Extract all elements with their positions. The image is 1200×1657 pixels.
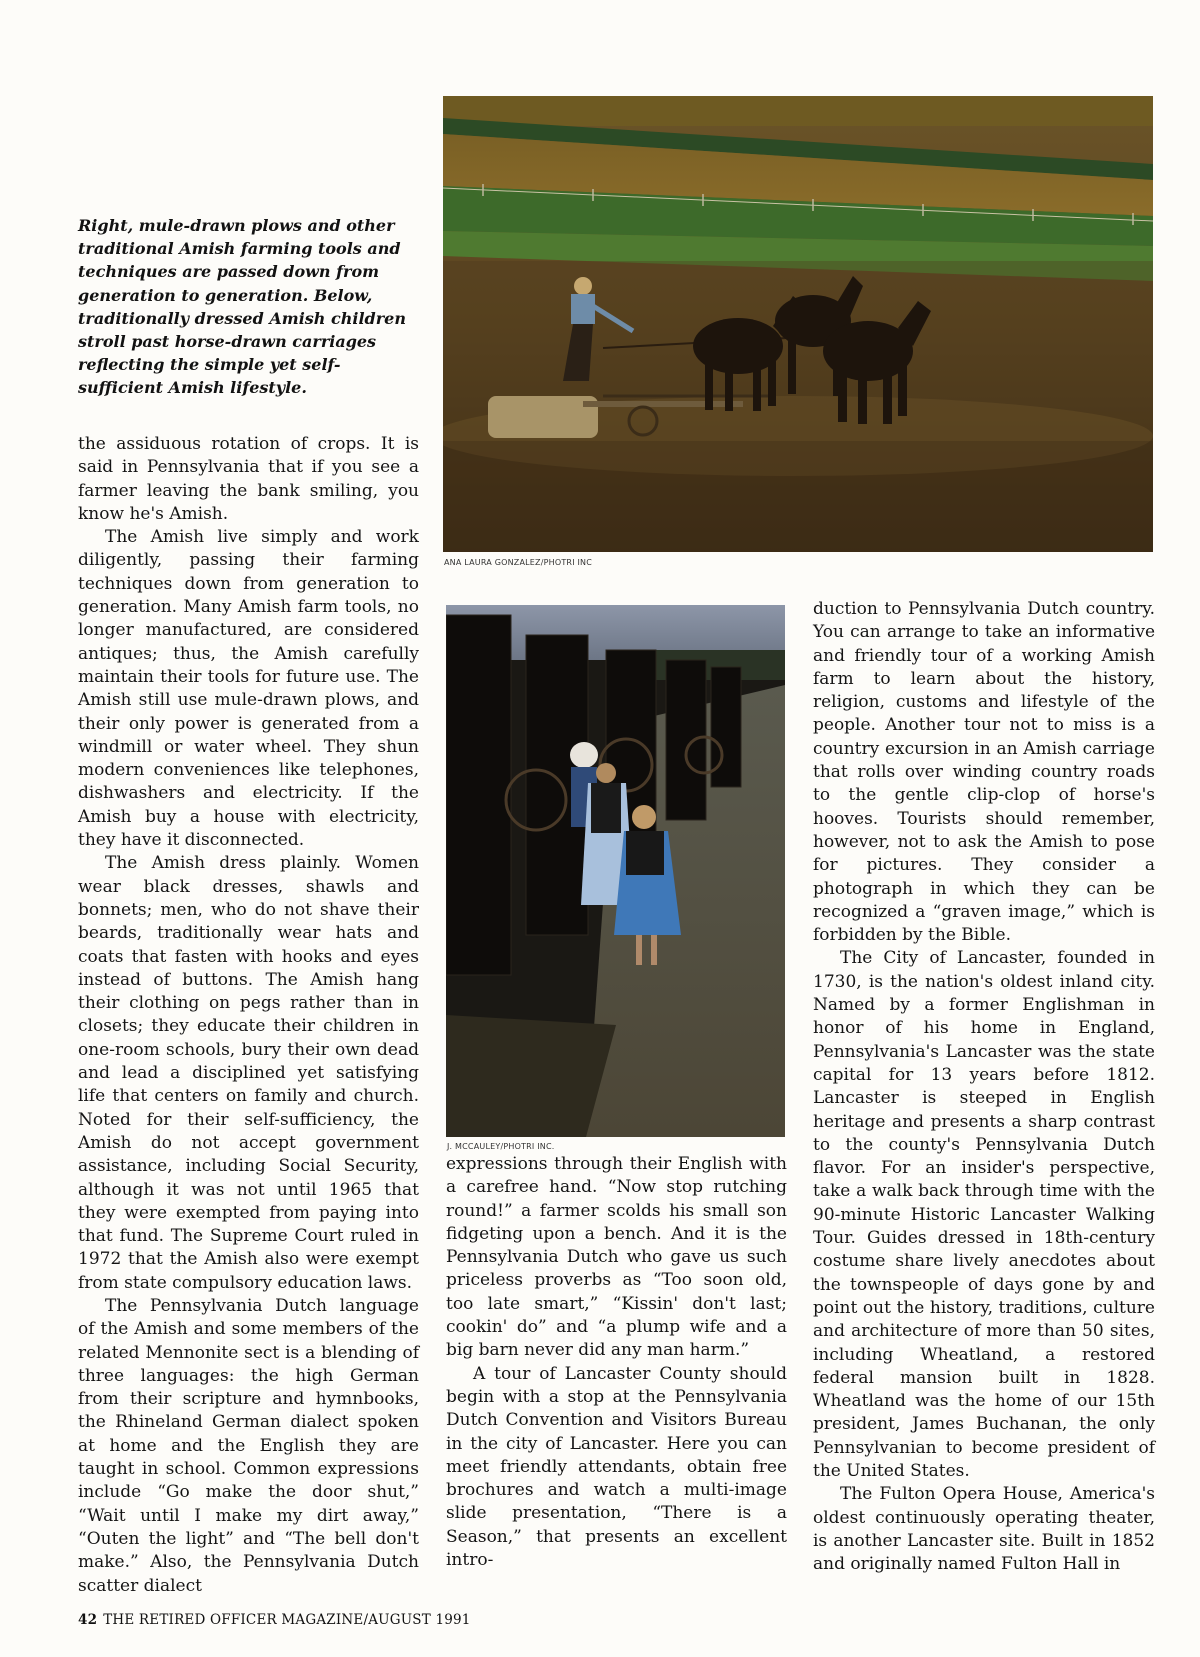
photo-credit-plow: ANA LAURA GONZALEZ/PHOTRI INC xyxy=(444,558,593,567)
children-photo-image xyxy=(446,605,785,1137)
plow-photo-image xyxy=(443,96,1153,552)
paragraph: duction to Pennsylvania Dutch country. You can arrange to take an informative and friendly tour of a working Amish farm to learn about the history, religion, customs and lifestyle of the people. Another tour not to miss is a country excursion in an Amish carriage that rolls over winding country roads to the gentle clip-clop of horse's hooves. Tourists should remember, however, not to ask the Amish to pose for pictures. They consider a photograph in which they can be recognized a “graven image,” which is forbidden by the Bible. xyxy=(813,599,1155,946)
paragraph: The City of Lancaster, founded in 1730, is the nation's oldest inland city. Named by a former Englishman in honor of his home in England, Pennsylvania's Lancaster was the state capital for 13 years before 1812. Lancaster is steeped in English heritage and presents a sharp contrast to the county's Pennsylvania Dutch flavor. For an insider's perspective, take a walk back through time with the 90-minute Historic Lancaster Walking Tour. Guides dressed in 18th-century costume share lively anecdotes about the townspeople of days gone by and point out the history, traditions, culture and architecture of more than 50 sites, including Wheatland, a restored federal mansion built in 1828. Wheatland was the home of our 15th president, James Buchanan, the only Pennsylvanian to become president of the United States. xyxy=(813,948,1155,1481)
page-footer xyxy=(78,1612,471,1628)
photo-credit-children: J. MCCAULEY/PHOTRI INC. xyxy=(447,1142,555,1151)
article-column-right xyxy=(813,598,1155,1576)
paragraph: the assiduous rotation of crops. It is said in Pennsylvania that if you see a farmer leaving the bank smiling, you know he's Amish. xyxy=(78,434,419,524)
photo-mule-drawn-plow xyxy=(443,96,1153,552)
publication-line: THE RETIRED OFFICER MAGAZINE/AUGUST 1991 xyxy=(103,1612,471,1628)
page-number: 42 xyxy=(78,1612,98,1628)
photo-amish-children-carriages xyxy=(446,605,785,1137)
paragraph: expressions through their English with a carefree hand. “Now stop rutching round!” a farmer scolds his small son fidgeting upon a bench. And it is the Pennsylvania Dutch who gave us such priceless proverbs as “Too soon old, too late smart,” “Kissin' don't last; cookin' do” and “a plump wife and a big barn never did any man harm.” xyxy=(446,1154,787,1361)
paragraph: The Pennsylvania Dutch language of the Amish and some members of the related Mennonite sect is a blending of three languages: the high German from their scripture and hymnbooks, the Rhineland German dialect spoken at home and the English they are taught in school. Common expressions include “Go make the door shut,” “Wait until I make my dirt away,” “Outen the light” and “The bell don't make.” Also, the Pennsylvania Dutch scatter dialect xyxy=(78,1295,419,1596)
article-column-middle xyxy=(446,1153,787,1572)
photo-caption: Right, mule-drawn plows and other traditional Amish farming tools and techniques are passed down from generation to generation. Below, traditionally dressed Amish children stroll past horse-drawn carriages reflecting the simple yet self-sufficient Amish lifestyle. xyxy=(78,216,406,398)
paragraph: The Amish live simply and work diligently, passing their farming techniques down from generation to generation. Many Amish farm tools, no longer manufactured, are considered antiques; thus, the Amish carefully maintain their tools for future use. The Amish still use mule-drawn plows, and their only power is generated from a windmill or water wheel. They shun modern conveniences like telephones, dishwashers and electricity. If the Amish buy a house with electricity, they have it disconnected. xyxy=(78,527,419,851)
paragraph: The Fulton Opera House, America's oldest continuously operating theater, is another Lancaster site. Built in 1852 and originally named Fulton Hall in xyxy=(813,1484,1155,1575)
article-column-left xyxy=(78,433,419,1598)
paragraph: The Amish dress plainly. Women wear black dresses, shawls and bonnets; men, who do not shave their beards, traditionally wear hats and coats that fasten with hooks and eyes instead of buttons. The Amish hang their clothing on pegs rather than in closets; they educate their children in one-room schools, bury their own dead and lead a disciplined yet satisfying life that centers on family and church. Noted for their self-sufficiency, the Amish do not accept government assistance, including Social Security, although it was not until 1965 that they were exempted from paying into that fund. The Supreme Court ruled in 1972 that the Amish also were exempt from state compulsory education laws. xyxy=(78,853,419,1293)
paragraph: A tour of Lancaster County should begin with a stop at the Pennsylvania Dutch Convention and Visitors Bureau in the city of Lancaster. Here you can meet friendly attendants, obtain free brochures and watch a multi-image slide presentation, “There is a Season,” that presents an excellent intro- xyxy=(446,1363,787,1571)
